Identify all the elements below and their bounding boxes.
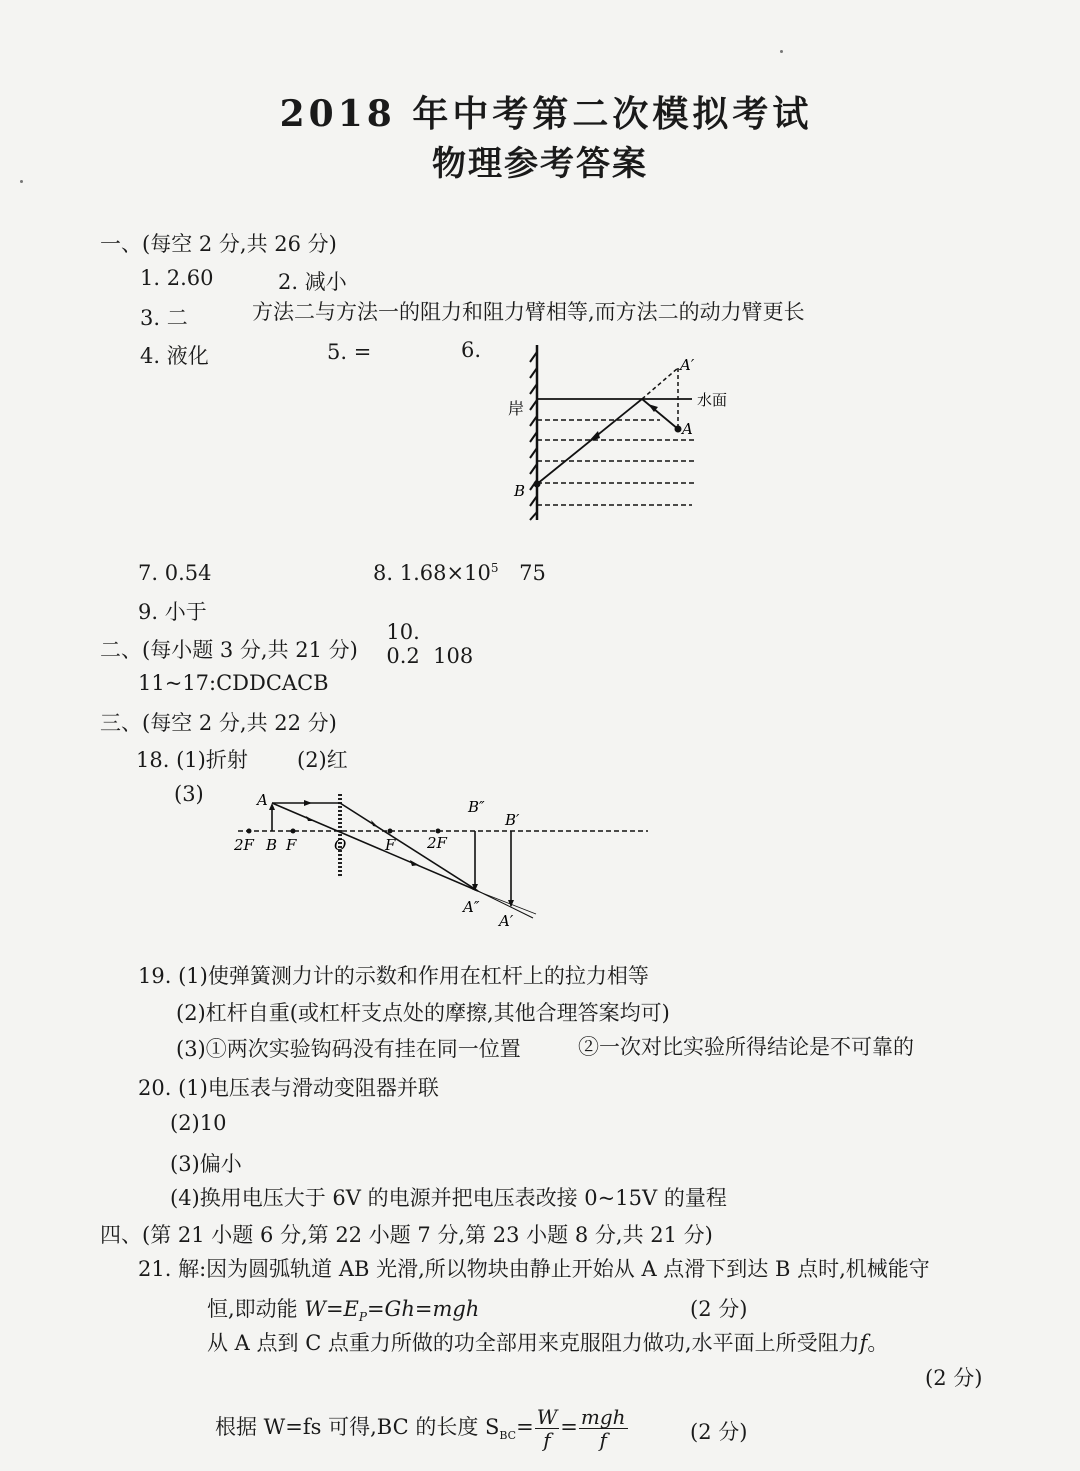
label-a-double-prime: A″ bbox=[463, 898, 480, 916]
document-title: 2018 年中考第二次模拟考试 bbox=[279, 93, 813, 135]
denominator: f bbox=[543, 1428, 551, 1452]
answer-value: = bbox=[353, 340, 372, 364]
answer-value: 1.68×10 bbox=[399, 561, 491, 585]
answer-20-part-1: (1)电压表与滑动变阻器并联 bbox=[178, 1076, 439, 1100]
label-a: A bbox=[682, 420, 693, 438]
answer-number: 4. bbox=[140, 344, 161, 368]
label-b: B bbox=[514, 482, 526, 500]
fraction-w-over-f bbox=[535, 1406, 560, 1451]
reflection-diagram bbox=[500, 330, 750, 530]
answer-number: 9. bbox=[138, 600, 159, 624]
label-2f-left: 2F bbox=[234, 836, 254, 854]
answer-4 bbox=[140, 340, 209, 370]
answer-value: 减小 bbox=[304, 270, 347, 294]
parallel-ray-arrow bbox=[304, 800, 312, 806]
answer-18 bbox=[136, 744, 248, 774]
answer-value: 二 bbox=[166, 306, 188, 330]
answer-21-line-4 bbox=[215, 1406, 629, 1451]
label-f-right: F bbox=[385, 836, 396, 854]
solution-text: 恒,即动能 bbox=[207, 1297, 305, 1321]
ray-extension-2 bbox=[472, 889, 536, 914]
answer-11-17: 11~17:CDDCACB bbox=[138, 671, 329, 695]
section-2-header: 二、(每小题 3 分,共 21 分) bbox=[100, 638, 358, 662]
answer-number: 19. bbox=[138, 964, 172, 988]
section-3-header: 三、(每空 2 分,共 22 分) bbox=[100, 711, 337, 735]
center-ray-arrow bbox=[306, 816, 314, 821]
answer-6 bbox=[461, 338, 481, 362]
incident-ray bbox=[642, 399, 678, 429]
label-2f-right: 2F bbox=[427, 834, 447, 852]
equals-sign: = bbox=[560, 1415, 578, 1439]
formula bbox=[304, 1297, 480, 1325]
fraction-mgh-over-f bbox=[579, 1406, 628, 1451]
answer-number: 5. bbox=[327, 340, 348, 364]
score-2pts: (2 分) bbox=[690, 1297, 748, 1321]
label-a-prime: A′ bbox=[680, 356, 695, 374]
answer-7 bbox=[138, 561, 212, 585]
answer-19-part-2: (2)杠杆自重(或杠杆支点处的摩擦,其他合理答案均可) bbox=[176, 1001, 670, 1025]
answer-number: 1. bbox=[140, 266, 161, 290]
point-2f-right bbox=[436, 829, 441, 834]
answer-number: 6. bbox=[461, 338, 482, 362]
point-a bbox=[675, 426, 682, 433]
answer-21-line-3 bbox=[207, 1327, 888, 1357]
point-f-right bbox=[388, 829, 393, 834]
answer-value: 0.2 108 bbox=[386, 644, 474, 668]
numerator: W bbox=[536, 1405, 558, 1429]
answer-number: 20. bbox=[138, 1076, 172, 1100]
answer-20-part-4: (4)换用电压大于 6V 的电源并把电压表改接 0~15V 的量程 bbox=[170, 1186, 727, 1210]
answer-20-part-3: (3)偏小 bbox=[170, 1152, 242, 1176]
answer-number: 3. bbox=[140, 306, 161, 330]
point-f-left bbox=[291, 829, 296, 834]
answer-9 bbox=[138, 596, 207, 626]
label-b-prime: B′ bbox=[505, 811, 520, 829]
numerator: mgh bbox=[580, 1405, 626, 1429]
label-a-prime: A′ bbox=[499, 912, 514, 930]
solution-text: 根据 W=fs 可得,BC 的长度 S bbox=[215, 1415, 500, 1439]
document-subtitle: 物理参考答案 bbox=[432, 144, 648, 184]
formula-f: f bbox=[859, 1331, 868, 1355]
answer-21-line-2 bbox=[207, 1293, 479, 1324]
formula-part: W=E bbox=[304, 1297, 359, 1321]
scan-speck bbox=[20, 180, 23, 183]
answer-8 bbox=[373, 561, 546, 585]
denominator: f bbox=[599, 1428, 607, 1452]
solution-text: 从 A 点到 C 点重力所做的功全部用来克服阻力做功,水平面上所受阻力 bbox=[207, 1331, 860, 1355]
focal-ray bbox=[340, 803, 478, 891]
period: 。 bbox=[867, 1331, 889, 1355]
label-water-surface: 水面 bbox=[697, 391, 728, 409]
answer-1 bbox=[140, 266, 214, 290]
answer-value: 液化 bbox=[166, 344, 209, 368]
water-dashed-lines bbox=[537, 420, 695, 505]
label-f-left: F bbox=[286, 836, 297, 854]
center-ray bbox=[272, 803, 478, 891]
virtual-ray bbox=[642, 368, 678, 399]
answer-number: 18. bbox=[136, 748, 170, 772]
answer-exponent: 5 bbox=[490, 561, 499, 575]
answer-number: 2. bbox=[278, 270, 299, 294]
label-a: A bbox=[257, 791, 268, 809]
scan-speck bbox=[780, 50, 783, 53]
answer-18-part-2: (2)红 bbox=[297, 748, 348, 772]
label-shore: 岸 bbox=[508, 399, 525, 418]
answer-number: 7. bbox=[138, 561, 159, 585]
answer-20 bbox=[138, 1072, 439, 1102]
section-1-header: 一、(每空 2 分,共 26 分) bbox=[100, 232, 337, 256]
equals-sign: = bbox=[516, 1415, 534, 1439]
formula-subscript: P bbox=[358, 1310, 367, 1325]
answer-20-part-2: (2)10 bbox=[170, 1111, 227, 1135]
answer-18-part-3: (3) bbox=[174, 782, 204, 806]
formula-part: =Gh=mgh bbox=[366, 1297, 480, 1321]
answer-19-part-3b: ②一次对比实验所得结论是不可靠的 bbox=[578, 1035, 914, 1059]
score-2pts: (2 分) bbox=[925, 1366, 983, 1390]
center-ray-arrow-2 bbox=[410, 860, 419, 866]
label-b-double-prime: B″ bbox=[468, 798, 485, 816]
answer-2 bbox=[278, 266, 347, 296]
answer-3-explanation: 方法二与方法一的阻力和阻力臂相等,而方法二的动力臂更长 bbox=[252, 300, 805, 324]
answer-18-part-1: (1)折射 bbox=[176, 748, 248, 772]
answer-value: 2.60 bbox=[166, 266, 214, 290]
answer-value: 小于 bbox=[164, 600, 207, 624]
answer-10 bbox=[373, 596, 473, 668]
answer-5 bbox=[327, 340, 371, 364]
lens-ray-diagram bbox=[220, 780, 660, 930]
answer-3 bbox=[140, 302, 188, 332]
answer-number: 10. bbox=[386, 620, 420, 644]
answer-19 bbox=[138, 960, 649, 990]
label-b: B bbox=[266, 836, 278, 854]
formula-subscript: BC bbox=[499, 1429, 517, 1443]
point-b bbox=[534, 481, 541, 488]
score-2pts: (2 分) bbox=[690, 1420, 748, 1444]
answer-value-2: 75 bbox=[519, 561, 546, 585]
answer-number: 8. bbox=[373, 561, 394, 585]
answer-number: 21. bbox=[138, 1257, 172, 1281]
answer-19-part-1: (1)使弹簧测力计的示数和作用在杠杆上的拉力相等 bbox=[178, 964, 649, 988]
point-2f-left bbox=[247, 829, 252, 834]
answer-21-line-1 bbox=[138, 1253, 930, 1283]
answer-value: 0.54 bbox=[164, 561, 212, 585]
solution-text: 解:因为圆弧轨道 AB 光滑,所以物块由静止开始从 A 点滑下到达 B 点时,机械能守 bbox=[178, 1257, 930, 1281]
answer-19-part-3a: (3)①两次实验钩码没有挂在同一位置 bbox=[176, 1037, 521, 1061]
label-o: O bbox=[334, 836, 347, 854]
section-4-header: 四、(第 21 小题 6 分,第 22 小题 7 分,第 23 小题 8 分,共 21 分) bbox=[100, 1223, 713, 1247]
